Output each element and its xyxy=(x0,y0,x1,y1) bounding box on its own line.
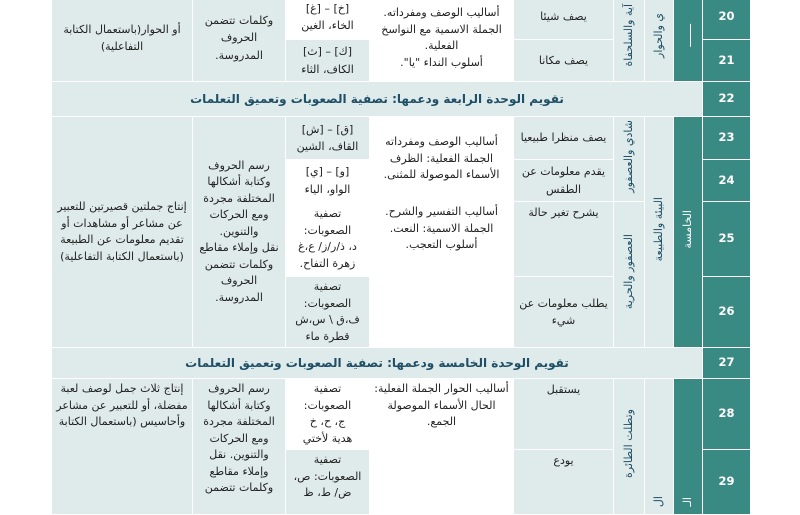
unit-cell-u5: الخامسة xyxy=(674,117,703,348)
row-number: 27 xyxy=(703,348,751,379)
table-row xyxy=(52,0,751,40)
subunit-cell: شادي والعصفور xyxy=(614,117,645,202)
review-banner: تقويم الوحدة الخامسة ودعمها: تصفية الصعوبات وتعميق التعلمات xyxy=(52,348,703,379)
production-cell: إنتاج جملتين قصيرتين للتعبير عن مشاعر أو مشاهدات أو تقديم معلومات عن الطبيعة (باستعمال الكتابة التفاعلية) xyxy=(52,117,193,348)
table-row xyxy=(52,379,751,450)
letters-cell: [و] – [ي] الواو، الياء xyxy=(286,160,370,202)
topic-cell: يصف مكانا xyxy=(514,40,614,82)
row-number: 25 xyxy=(703,202,751,277)
subunit-cell-u4: آية والسلحفاة xyxy=(614,0,645,82)
topic-cell: يطلب معلومات عن شيء xyxy=(514,277,614,348)
letters-cell: تصفية الصعوبات: ص، ض/ ط، ظ xyxy=(286,450,370,515)
row-number: 28 xyxy=(703,379,751,450)
production-cell: أو الحوار(باستعمال الكتابة التفاعلية) xyxy=(52,0,193,82)
styles-cell: أساليب الوصف ومفرداته. الجملة الاسمية مع النواسخ الفعلية. أسلوب النداء "يا". xyxy=(370,0,514,82)
topic-cell: يستقبل xyxy=(514,379,614,450)
axis-cell-u4: ي والحوار xyxy=(645,0,674,82)
letters-cell: [ك] – [ث] الكاف، الثاء xyxy=(286,40,370,82)
styles-cell: أساليب الحوار الجملة الفعلية: الحال الأسماء الموصولة الجمع. xyxy=(370,379,514,515)
row-number: 22 xyxy=(703,82,751,117)
styles-cell: أساليب التفسير والشرح. الجملة الاسمية: النعت. أسلوب التعجب. xyxy=(370,202,514,348)
topic-cell: يودع xyxy=(514,450,614,515)
row-number: 26 xyxy=(703,277,751,348)
row-number: 29 xyxy=(703,450,751,515)
production-cell: إنتاج ثلاث جمل لوصف لعبة مفضلة، أو للتعبير عن مشاعر وأحاسيس (باستعمال الكتابة xyxy=(52,379,193,515)
writing-cell: رسم الحروف وكتابة أشكالها المختلفة مجردة ومع الحركات والتنوين. نقل وإملاء مقاطع وكلمات تتضمن الحروف المدروسة. xyxy=(193,117,286,348)
subunit-cell-u6: وتطلت الطائرة xyxy=(614,379,645,515)
topic-cell: يصف منظرا طبيعيا xyxy=(514,117,614,160)
unit-cell-u4: ـــــــ xyxy=(674,0,703,82)
table-row xyxy=(52,348,751,379)
topic-cell: يصف شيئا xyxy=(514,0,614,40)
axis-cell-u6: ال xyxy=(645,379,674,515)
curriculum-table xyxy=(51,0,751,515)
letters-cell: تصفية الصعوبات: د، ذ/ر/ز/ ع،غ زهرة التفاح. xyxy=(286,202,370,277)
styles-cell: أساليب الوصف ومفرداته الجملة الفعلية: الظرف الأسماء الموصولة للمثنى. xyxy=(370,117,514,202)
topic-cell: يقدم معلومات عن الطقس xyxy=(514,160,614,202)
letters-cell: [ق] – [ش] القاف، الشين xyxy=(286,117,370,160)
letters-cell: تصفية الصعوبات: ف،ق \ س،ش قطرة ماء xyxy=(286,277,370,348)
row-number: 24 xyxy=(703,160,751,202)
row-number: 23 xyxy=(703,117,751,160)
writing-cell: رسم الحروف وكتابة أشكالها المختلفة مجردة ومع الحركات والتنوين. نقل وإملاء مقاطع وكلمات تتضمن xyxy=(193,379,286,515)
review-banner: تقويم الوحدة الرابعة ودعمها: تصفية الصعوبات وتعميق التعلمات xyxy=(52,82,703,117)
unit-cell-u6: الـ xyxy=(674,379,703,515)
row-number: 21 xyxy=(703,40,751,82)
subunit-cell: العصفور والحرية xyxy=(614,202,645,348)
table-row xyxy=(52,82,751,117)
topic-cell: يشرح تغير حالة xyxy=(514,202,614,277)
letters-cell: تصفية الصعوبات: ج، ح، خ هدية لأختي xyxy=(286,379,370,450)
letters-cell: [خ] – [غ] الخاء، الغين xyxy=(286,0,370,40)
writing-cell: وكلمات تتضمن الحروف المدروسة. xyxy=(193,0,286,82)
axis-cell-u5: البيئة والطبيعة xyxy=(645,117,674,348)
row-number: 20 xyxy=(703,0,751,40)
table-row xyxy=(52,117,751,160)
